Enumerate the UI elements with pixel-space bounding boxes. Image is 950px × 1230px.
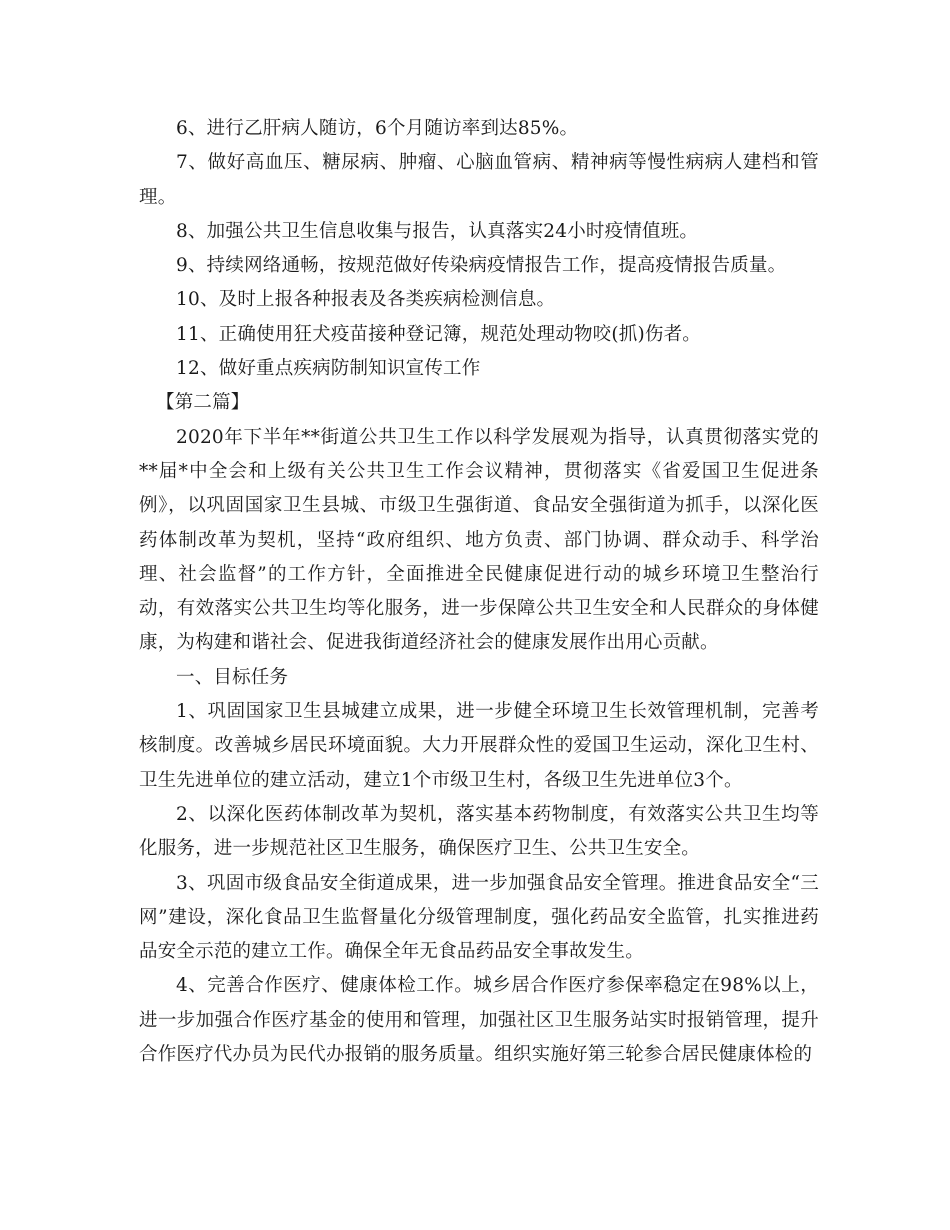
paragraph-item-7: 7、做好高血压、糖尿病、肿瘤、心脑血管病、精神病等慢性病病人建档和管理。	[139, 152, 819, 208]
goal-item-4: 4、完善合作医疗、健康体检工作。城乡居合作医疗参保率稳定在98%以上，进一步加强合作医疗基金的使用和管理，加强社区卫生服务站实时报销管理，提升合作医疗代办员为民代办报销的服务质量。组织实施好第三轮参合居民健康体检的	[139, 975, 819, 1066]
paragraph-item-10: 10、及时上报各种报表及各类疾病检测信息。	[176, 289, 556, 311]
goal-item-3: 3、巩固市级食品安全街道成果，进一步加强食品安全管理。推进食品安全“三网”建设，深化食品卫生监督量化分级管理制度，强化药品安全监管，扎实推进药品安全示范的建立工作。确保全年无食品药品安全事故发生。	[139, 872, 819, 963]
heading-goals: 一、目标任务	[176, 666, 289, 688]
paragraph-item-8: 8、加强公共卫生信息收集与报告，认真落实24小时疫情值班。	[176, 220, 699, 242]
goal-item-1: 1、巩固国家卫生县城建立成果，进一步健全环境卫生长效管理机制，完善考核制度。改善城乡居民环境面貌。大力开展群众性的爱国卫生运动，深化卫生村、卫生先进单位的建立活动，建立1个市级卫生村，各级卫生先进单位3个。	[139, 701, 819, 791]
goal-item-2: 2、以深化医药体制改革为契机，落实基本药物制度，有效落实公共卫生均等化服务，进一步规范社区卫生服务，确保医疗卫生、公共卫生安全。	[139, 803, 819, 860]
section-heading-second: 【第二篇】	[156, 392, 250, 414]
paragraph-item-9: 9、持续网络通畅，按规范做好传染病疫情报告工作，提高疫情报告质量。	[176, 255, 787, 277]
paragraph-item-12: 12、做好重点疾病防制知识宣传工作	[176, 358, 481, 380]
paragraph-item-6: 6、进行乙肝病人随访，6个月随访率到达85%。	[176, 118, 579, 139]
paragraph-item-11: 11、正确使用狂犬疫苗接种登记簿，规范处理动物咬(抓)伤者。	[176, 323, 701, 345]
document-body	[139, 112, 819, 1072]
intro-paragraph: 2020年下半年**街道公共卫生工作以科学发展观为指导，认真贯彻落实党的**届*中全会和上级有关公共卫生工作会议精神，贯彻落实《省爱国卫生促进条例》，以巩固国家卫生县城、市级卫生强街道、食品安全强街道为抓手，以深化医药体制改革为契机，坚持“政府组织、地方负责、部门协调、群众动手、科学治理、社会监督”的工作方针，全面推进全民健康促进行动的城乡环境卫生整治行动，有效落实公共卫生均等化服务，进一步保障公共卫生安全和人民群众的身体健康，为构建和谐社会、促进我街道经济社会的健康发展作出用心贡献。	[139, 426, 819, 654]
